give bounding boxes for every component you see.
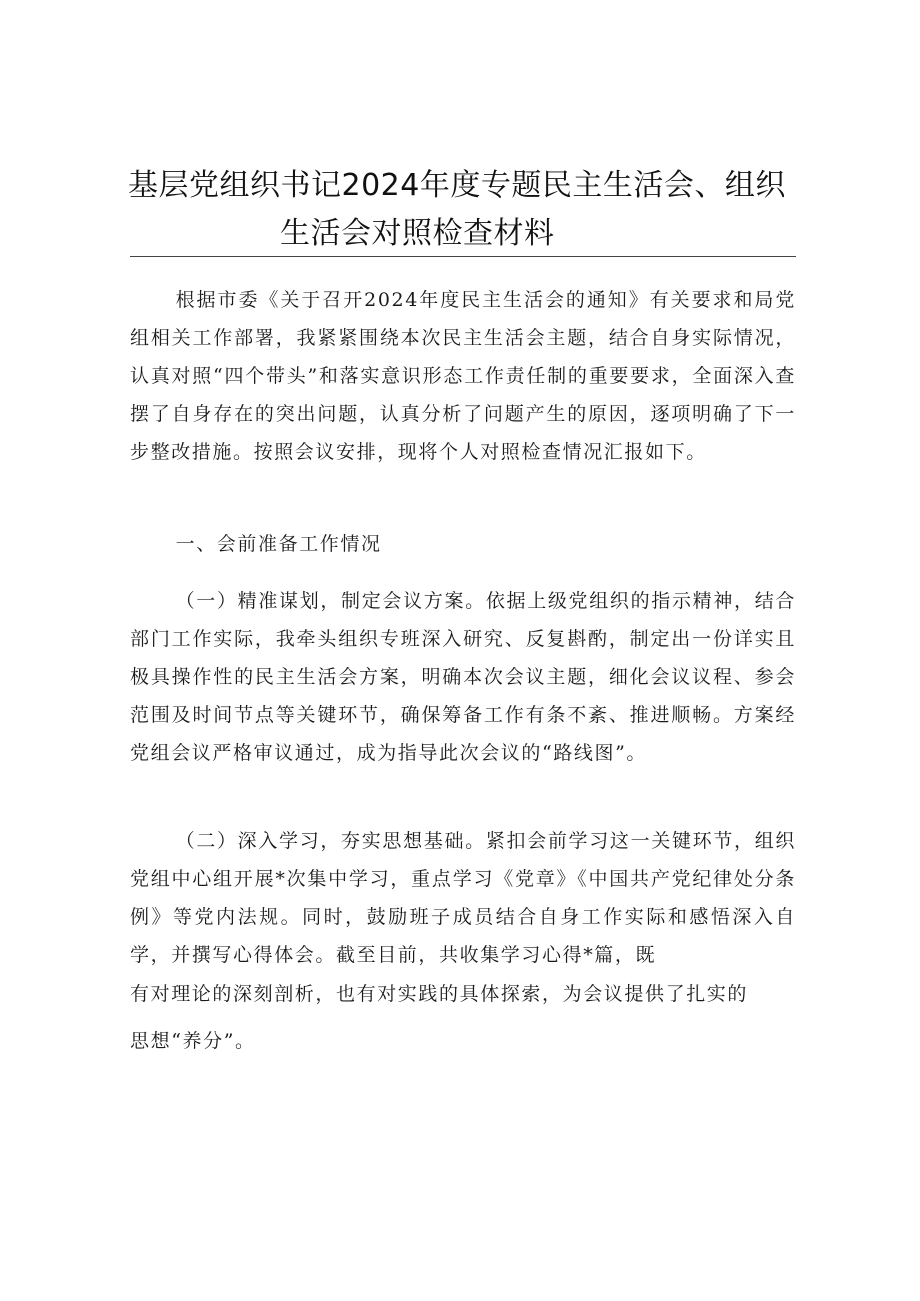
section-2-line-continued: 有对理论的深刻剖析，也有对实践的具体探索，为会议提供了扎实的 (130, 983, 749, 1005)
section-2-paragraph: （二）深入学习，夯实思想基础。紧扣会前学习这一关键环节，组织党组中心组开展*次集中学习，重点学习《党章》《中国共产党纪律处分条例》等党内法规。同时，鼓励班子成员结合自身工作实际和感悟深入自学，并撰写心得体会。截至目前，共收集学习心得*篇，既 (130, 830, 796, 966)
document-title-line2: 生活会对照检查材料 (280, 216, 555, 251)
title-underline (130, 256, 796, 257)
document-title-line1: 基层党组织书记2024年度专题民主生活会、组织 (128, 168, 786, 203)
section-heading-1: 一、会前准备工作情况 (175, 533, 382, 555)
section-1-paragraph: （一）精准谋划，制定会议方案。依据上级党组织的指示精神，结合部门工作实际，我牵头组织专班深入研究、反复斟酌，制定出一份详实且极具操作性的民主生活会方案，明确本次会议主题，细化会议议程、参会范围及时间节点等关键环节，确保筹备工作有条不紊、推进顺畅。方案经党组会议严格审议通过，成为指导此次会议的“路线图”。 (130, 590, 796, 764)
intro-paragraph: 根据市委《关于召开2024年度民主生活会的通知》有关要求和局党组相关工作部署，我紧紧围绕本次民主生活会主题，结合自身实际情况，认真对照“四个带头”和落实意识形态工作责任制的重要要求，全面深入查摆了自身存在的突出问题，认真分析了问题产生的原因，逐项明确了下一步整改措施。按照会议安排，现将个人对照检查情况汇报如下。 (130, 289, 796, 463)
section-2-line-final: 思想“养分”。 (130, 1030, 256, 1052)
